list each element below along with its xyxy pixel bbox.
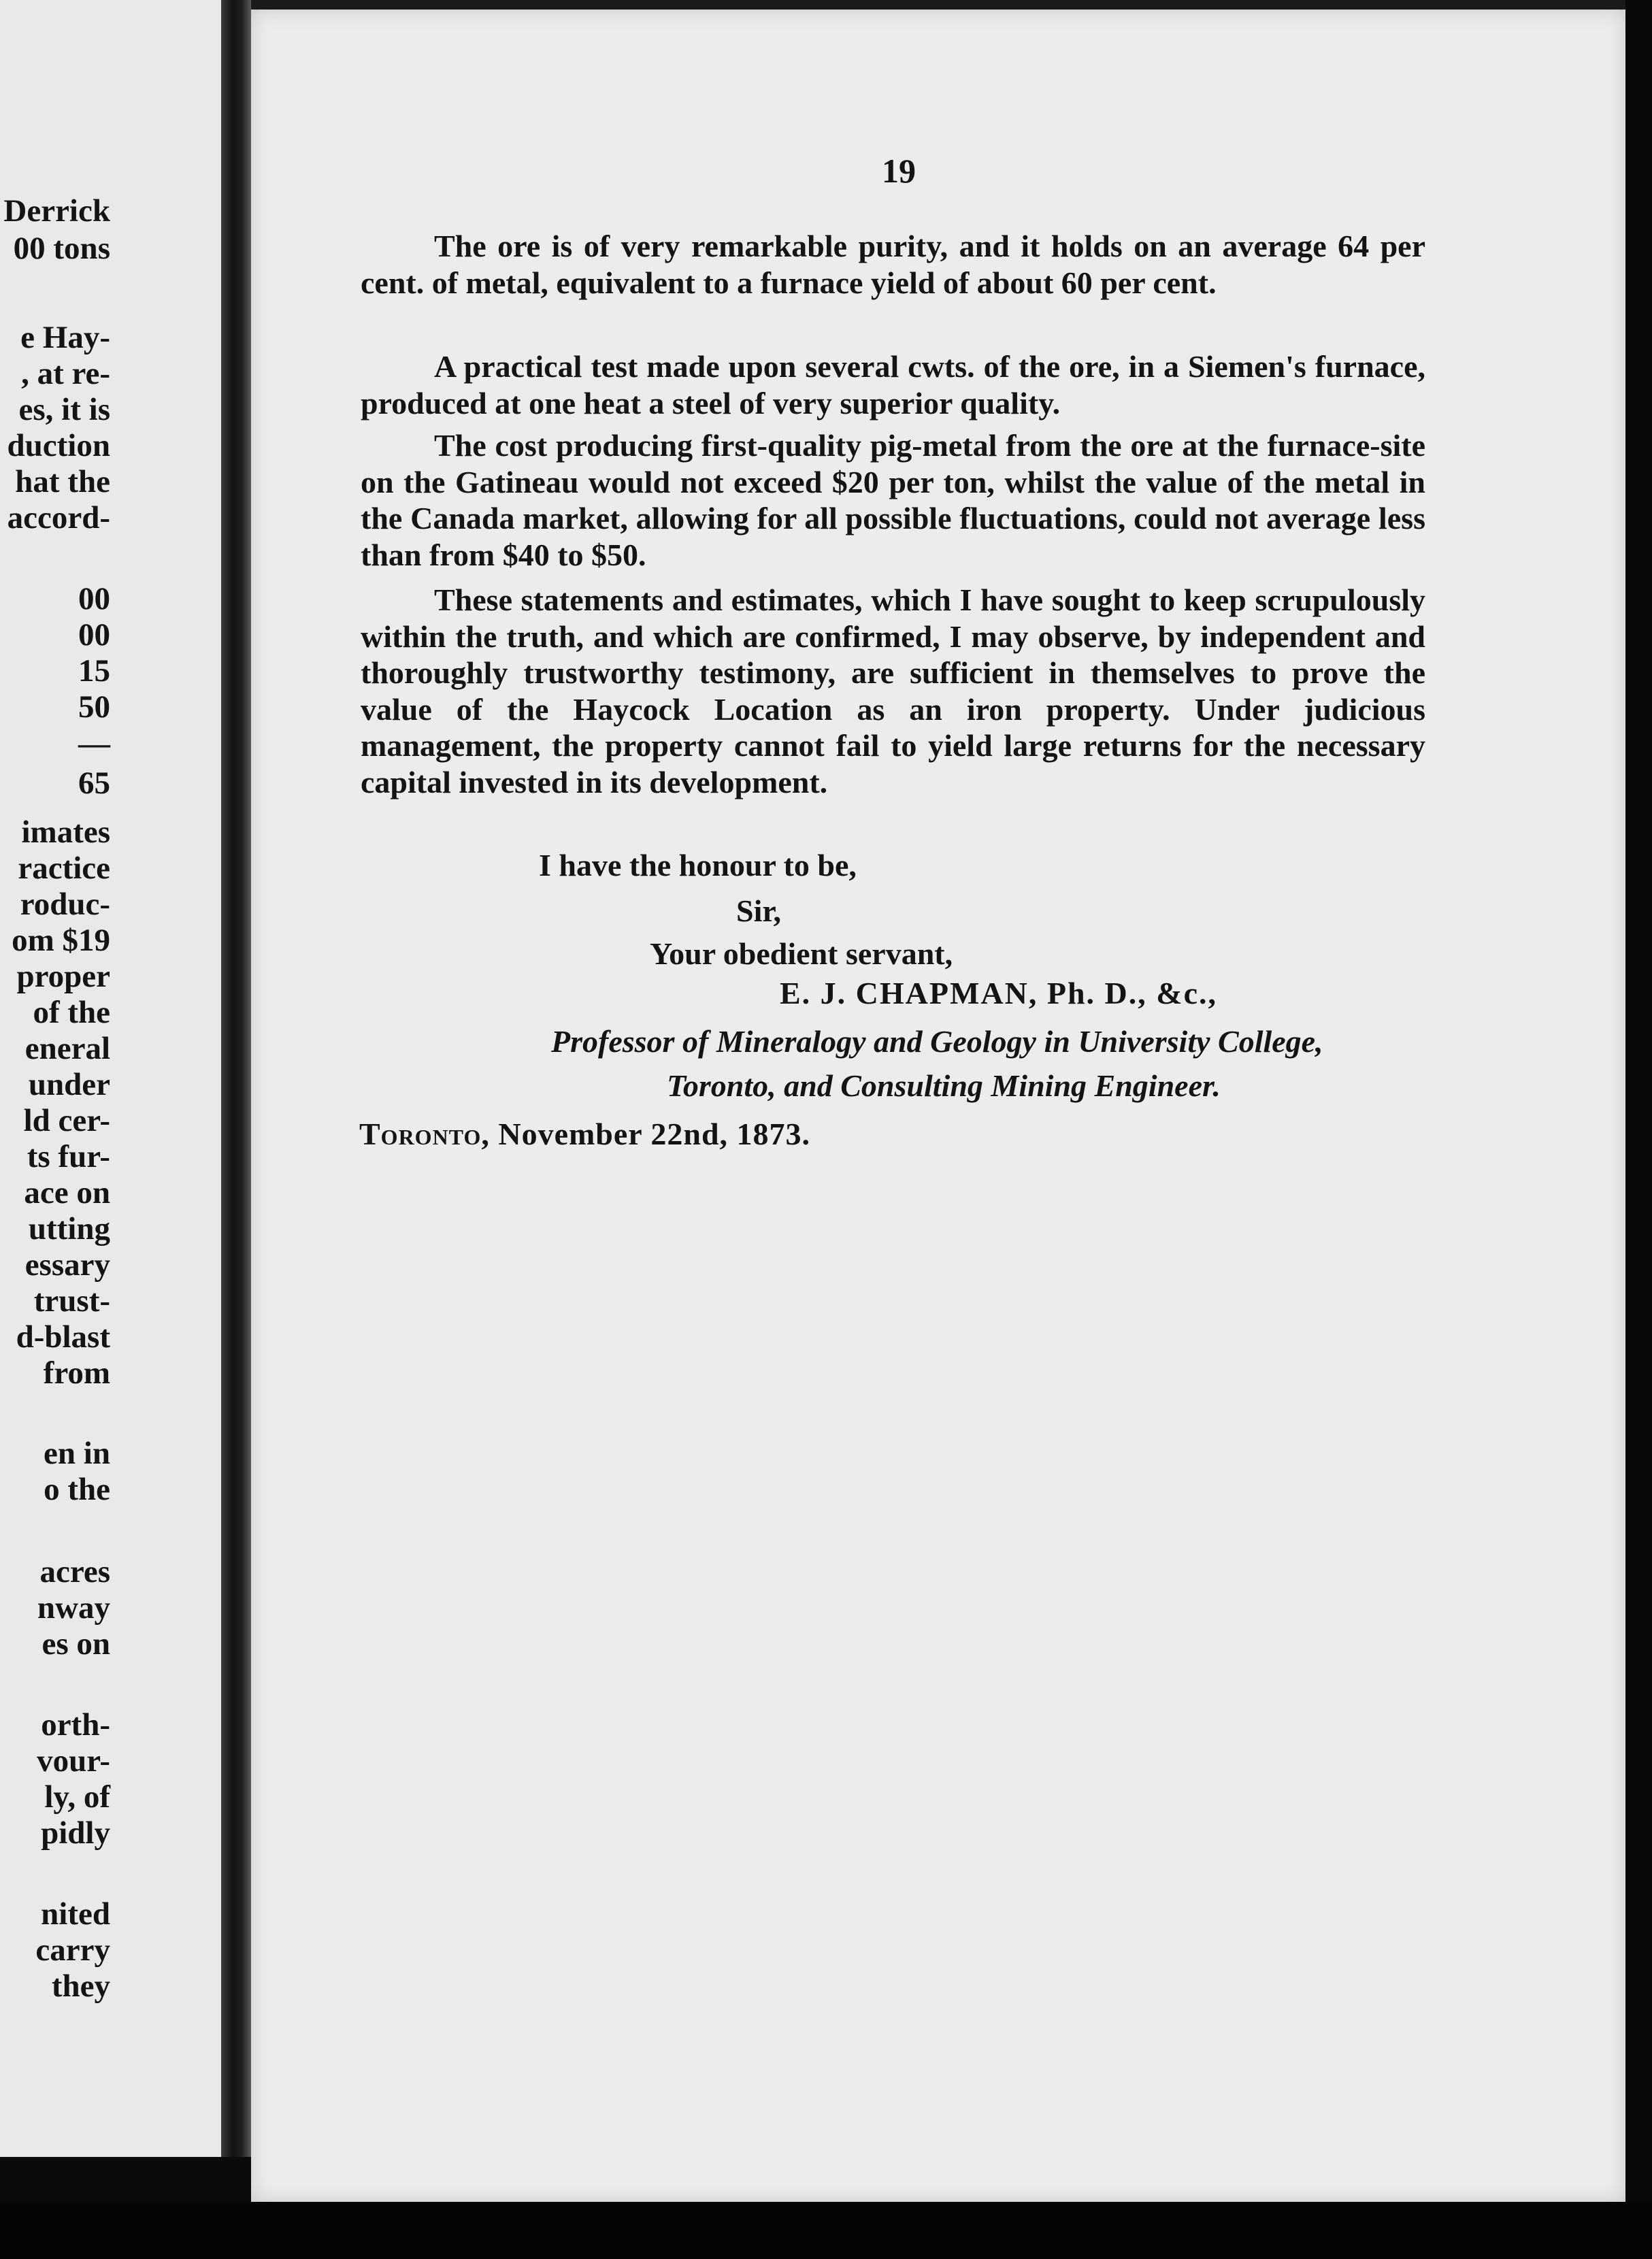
facing-page-line: — xyxy=(78,726,110,761)
dateline-place: Toronto, xyxy=(359,1117,490,1151)
facing-page-line: pidly xyxy=(41,1815,110,1851)
facing-page-line: imates xyxy=(21,814,110,850)
facing-page-line: Derrick xyxy=(3,193,110,229)
facing-page-line: orth- xyxy=(41,1707,110,1743)
dateline-date: November 22nd, 1873. xyxy=(498,1117,811,1151)
paragraph-text: A practical test made upon several cwts. of the ore, in a Siemen's furnace, produced at one heat a steel of very superior quality. xyxy=(361,349,1425,421)
facing-page-line: , at re- xyxy=(21,356,110,391)
facing-page-line: carry xyxy=(35,1932,110,1968)
document-page xyxy=(251,10,1625,2202)
paragraph-text: The cost producing first-quality pig-metal from the ore at the furnace-site on the Gatineau would not exceed $20 per ton, whilst the value of the metal in the Canada market, allowing for all possible fluctuations, could not average less than from $40 to $50. xyxy=(361,428,1425,572)
facing-page-line: ly, of xyxy=(44,1779,110,1815)
dateline xyxy=(359,1116,810,1152)
facing-page-line: vour- xyxy=(37,1743,110,1779)
page-number: 19 xyxy=(882,152,916,190)
facing-page-line: 15 xyxy=(78,653,110,689)
facing-page-line: es on xyxy=(42,1626,110,1662)
facing-page-line: of the xyxy=(33,995,110,1030)
facing-page-line: ld cer- xyxy=(23,1103,110,1138)
facing-page-line: nited xyxy=(41,1896,110,1932)
facing-page-line: 00 xyxy=(78,581,110,616)
scan-right-border xyxy=(1625,0,1652,2259)
paragraph-text: The ore is of very remarkable purity, and it holds on an average 64 per cent. of metal, equivalent to a furnace yield of about 60 per cent. xyxy=(361,229,1425,300)
facing-page-line: duction xyxy=(7,428,110,463)
signature-title-line: Toronto, and Consulting Mining Engineer. xyxy=(667,1068,1221,1103)
closing-salutation: Sir, xyxy=(736,893,782,928)
paragraph-text: These statements and estimates, which I have sought to keep scrupulously within the truth, and which are confirmed, I may observe, by independent and thoroughly trustworthy testimony, are sufficient in themselves to prove the value of the Haycock Location as an iron property. Under judicious management, the property cannot fail to yield large returns for the necessary capital invested in its development. xyxy=(361,582,1425,799)
facing-page-line: ts fur- xyxy=(27,1139,110,1174)
facing-page-line: proper xyxy=(16,959,110,994)
facing-page-line: ace on xyxy=(24,1175,110,1210)
facing-page-line: hat the xyxy=(15,464,110,499)
signature-name: E. J. CHAPMAN, Ph. D., &c., xyxy=(780,976,1217,1010)
facing-page-line: roduc- xyxy=(20,887,110,922)
facing-page-line: trust- xyxy=(33,1283,110,1319)
page-top-edge xyxy=(251,0,1625,10)
facing-page-line: from xyxy=(43,1355,110,1391)
book-gutter xyxy=(221,0,251,2157)
facing-page-line: es, it is xyxy=(18,392,110,427)
paragraph-cost xyxy=(361,427,1425,573)
facing-page-line: accord- xyxy=(7,500,110,535)
signature-title-line: Professor of Mineralogy and Geology in University College, xyxy=(551,1024,1323,1059)
facing-page-line: essary xyxy=(24,1247,110,1283)
facing-page-line: 65 xyxy=(78,765,110,801)
facing-page-line: utting xyxy=(28,1211,110,1247)
paragraph-ore-purity xyxy=(361,228,1425,301)
scan-bottom-border xyxy=(0,2202,1652,2259)
facing-page-fragment xyxy=(0,0,221,2157)
facing-page-line: om $19 xyxy=(12,923,110,958)
facing-page-line: ractice xyxy=(18,851,110,886)
facing-page-line: under xyxy=(28,1067,110,1102)
closing-servant: Your obedient servant, xyxy=(650,936,953,971)
closing-honour: I have the honour to be, xyxy=(539,848,857,883)
facing-page-line: e Hay- xyxy=(20,320,110,355)
facing-page-line: o the xyxy=(44,1472,110,1507)
facing-page-line: 50 xyxy=(78,689,110,725)
facing-page-line: they xyxy=(51,1968,110,2004)
paragraph-practical-test xyxy=(361,348,1425,421)
facing-page-line: 00 tons xyxy=(13,231,110,266)
paragraph-statements xyxy=(361,582,1425,800)
facing-page-line: nway xyxy=(37,1590,110,1626)
facing-page-line: d-blast xyxy=(16,1319,110,1355)
facing-page-line: eneral xyxy=(24,1031,110,1066)
facing-page-line: en in xyxy=(44,1436,110,1471)
facing-page-line: acres xyxy=(39,1554,110,1589)
facing-page-line: 00 xyxy=(78,617,110,653)
